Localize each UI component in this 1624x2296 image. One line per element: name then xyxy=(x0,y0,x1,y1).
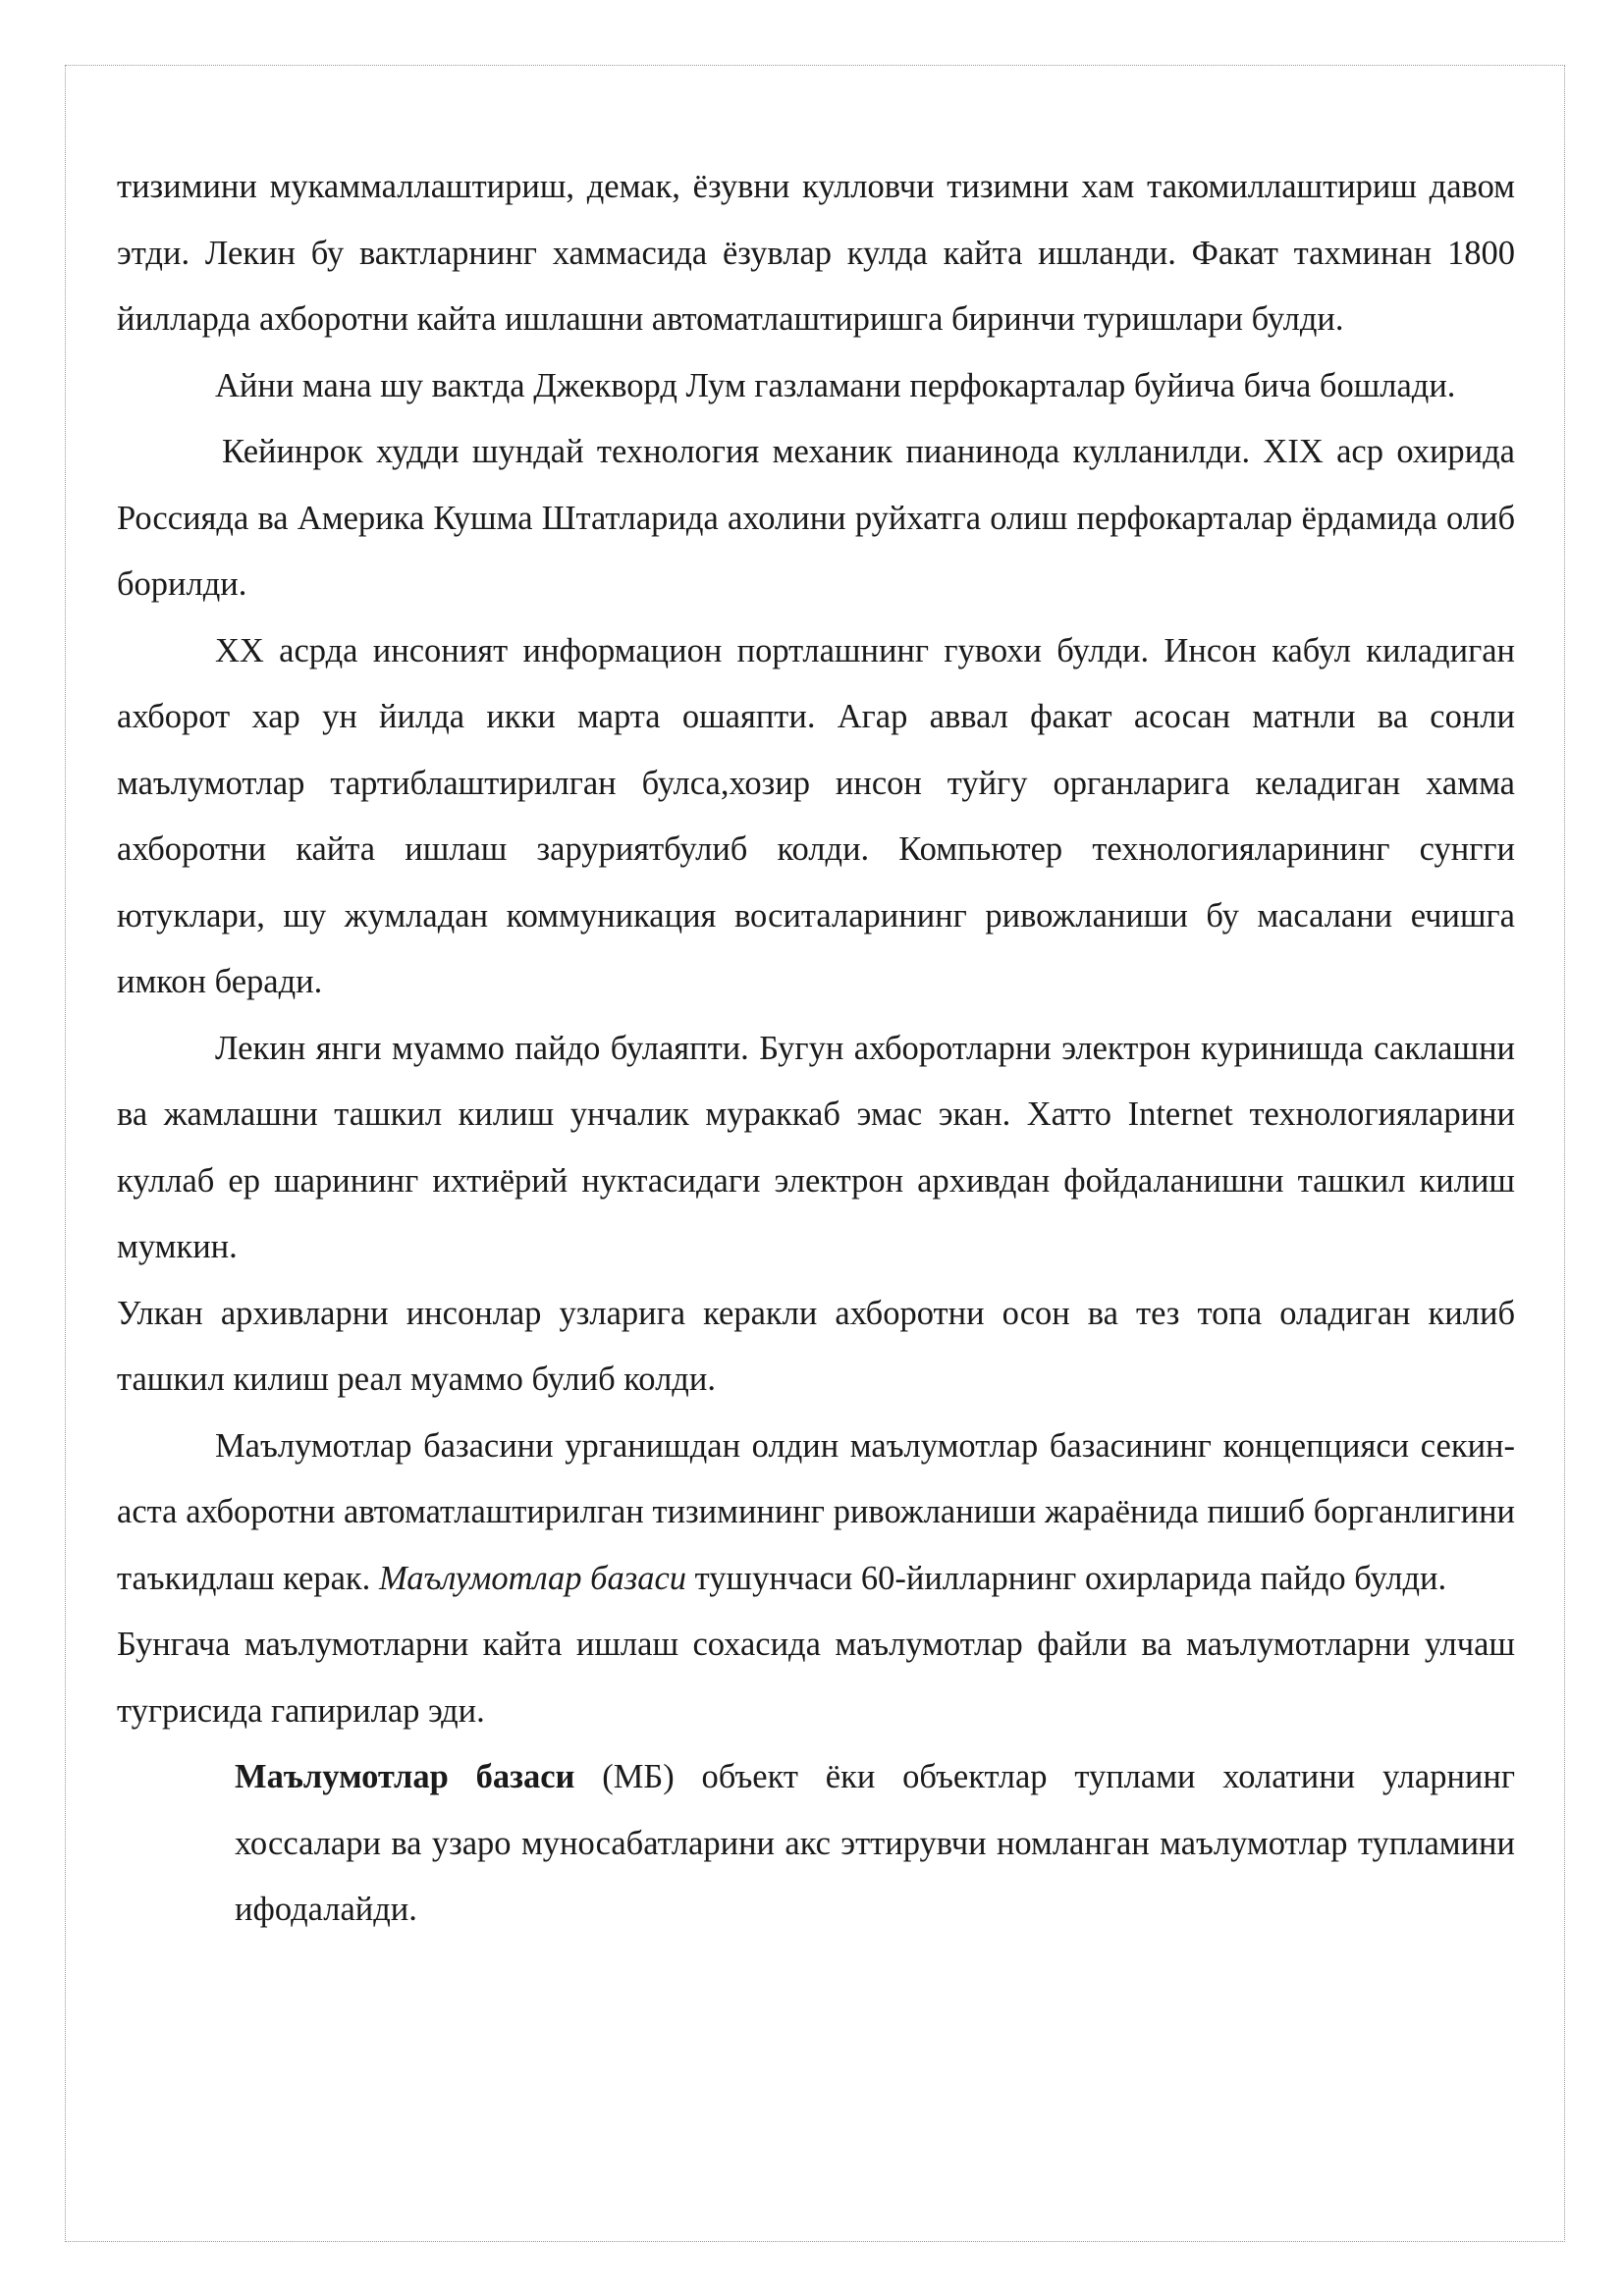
paragraph-4: XX асрда инсоният информацион портлашнинг гувохи булди. Инсон кабул киладиган ахборот хар ун йилда икки марта ошаяпти. Агар аввал факат асосан матнли ва сонли маълумотлар тартиблаштирилган булса,хозир инсон туйгу органларига келадиган хамма ахборотни кайта ишлаш заруриятбулиб колди. Компьютер технологияларининг сунгги ютуклари, шу жумладан коммуникация воситаларининг ривожланиши бу масалани ечишга имкон беради. xyxy=(117,631,1515,1000)
document-body xyxy=(117,154,1515,1944)
paragraph-7-term: Маълумотлар базаси xyxy=(378,1559,687,1597)
paragraph-8: Бунгача маълумотларни кайта ишлаш сохасида маълумотлар файли ва маълумотларни улчаш тугрисида гапирилар эди. xyxy=(117,1626,1515,1730)
paragraph-7-text-end: тушунчаси 60-йилларнинг охирларида пайдо булди. xyxy=(686,1559,1447,1597)
paragraph-5: Лекин янги муаммо пайдо булаяпти. Бугун ахборотларни электрон куринишда саклашни ва жамлашни ташкил килиш унчалик мураккаб эмас экан. Хатто Internet технологияларини куллаб ер шарининг ихтиёрий нуктасидаги электрон архивдан фойдаланишни ташкил килиш мумкин. xyxy=(117,1029,1515,1265)
paragraph-2: Айни мана шу вактда Джекворд Лум газламани перфокарталар буйича бича бошлади. xyxy=(215,366,1456,404)
paragraph-7-text-start: Маълумотлар базасини урганишдан олдин маълумотлар базасининг концепцияси секин-аста ахборотни автоматлаштирилган тизимининг ривожланиши жараёнида пишиб борганлигини таъкидлаш керак. xyxy=(117,1426,1515,1597)
paragraph-1: тизимини мукаммаллаштириш, демак, ёзувни кулловчи тизимни хам такомиллаштириш давом этди. Лекин бу вактларнинг хаммасида ёзувлар кулда кайта ишланди. Факат тахминан 1800 йилларда ахборотни кайта ишлашни автоматлаштиришга биринчи туришлари булди. xyxy=(117,168,1515,338)
definition-text: (МБ) объект ёки объектлар туплами холатини уларнинг хоссалари ва узаро муносабатларини акс эттирувчи номланган маълумотлар тупламини ифодалайди. xyxy=(235,1758,1515,1928)
paragraph-6: Улкан архивларни инсонлар узларига керакли ахборотни осон ва тез топа оладиган килиб ташкил килиш реал муаммо булиб колди. xyxy=(117,1294,1515,1398)
paragraph-3: Кейинрок худди шундай технология механик пианинода кулланилди. XIX аср охирида Россияда ва Америка Кушма Штатларида ахолини руйхатга олиш перфокарталар ёрдамида олиб борилди. xyxy=(117,433,1515,603)
paragraph-7 xyxy=(117,1414,1515,1613)
definition-block xyxy=(235,1744,1515,1944)
definition-term: Маълумотлар базаси xyxy=(235,1758,575,1795)
